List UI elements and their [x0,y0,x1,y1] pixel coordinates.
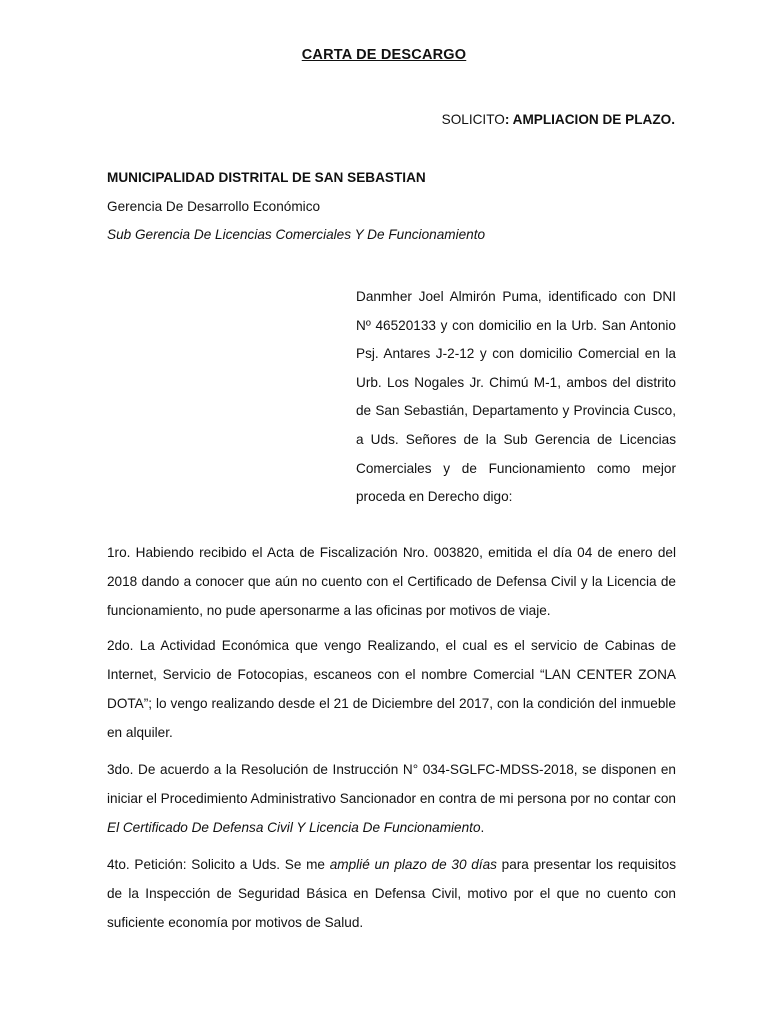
document-title: CARTA DE DESCARGO [301,47,467,63]
paragraph-3 [107,755,676,842]
solicito-line [442,112,675,127]
paragraph-4-text: 4to. Petición: Solicito a Uds. Se me [107,857,330,872]
addressee-subgerencia: Sub Gerencia De Licencias Comerciales Y De Funcionamiento [107,227,486,242]
paragraph-3-emphasis: El Certificado De Defensa Civil Y Licencia De Funcionamiento [107,820,481,835]
addressee-municipality: MUNICIPALIDAD DISTRITAL DE SAN SEBASTIAN [107,170,426,185]
paragraph-2: 2do. La Actividad Económica que vengo Realizando, el cual es el servicio de Cabinas de Internet, Servicio de Fotocopias, escaneos con el nombre Comercial “LAN CENTER ZONA DOTA”; lo vengo realizando desde el 21 de Diciembre del 2017, con la condición del inmueble en alquiler. [107,638,676,740]
solicito-label: SOLICITO [441,112,505,127]
paragraph-3-end: . [480,820,485,835]
paragraph-3-text: 3do. De acuerdo a la Resolución de Instrucción N° 034-SGLFC-MDSS-2018, se disponen en iniciar el Procedimiento Administrativo Sancionador en contra de mi persona por no contar con [107,762,676,806]
paragraph-1: 1ro. Habiendo recibido el Acta de Fiscalización Nro. 003820, emitida el día 04 de enero del 2018 dando a conocer que aún no cuento con el Certificado de Defensa Civil y la Licencia de funcionamiento, no pude apersonarme a las oficinas por motivos de viaje. [107,545,676,618]
paragraph-4 [107,850,676,937]
intro-paragraph: Danmher Joel Almirón Puma, identificado con DNI Nº 46520133 y con domicilio en la Urb. San Antonio Psj. Antares J-2-12 y con domicilio Comercial en la Urb. Los Nogales Jr. Chimú M-1, ambos del distrito de San Sebastián, Departamento y Provincia Cusco, a Uds. Señores de la Sub Gerencia de Licencias Comerciales y de Funcionamiento como mejor proceda en Derecho digo: [356,289,676,505]
addressee-gerencia: Gerencia De Desarrollo Económico [107,199,321,214]
paragraph-4-emphasis: amplié un plazo de 30 días [329,857,497,872]
paragraph-4-end: para presentar los requisitos de la Inspección de Seguridad Básica en Defensa Civil, motivo por el que no cuento con suficiente economía por motivos de Salud. [107,857,676,930]
solicito-value: : AMPLIACION DE PLAZO. [504,112,675,127]
